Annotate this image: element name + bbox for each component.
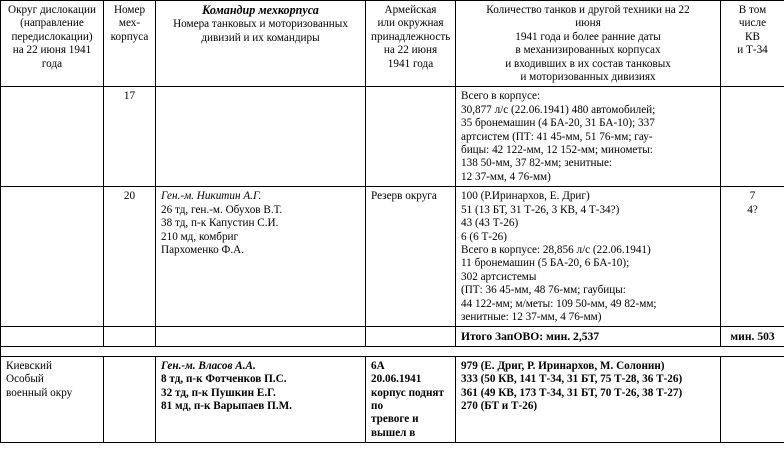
cell-corps-number: 17 <box>104 87 156 187</box>
equipment-line: зенитные: 12 37-мм, 4 76-мм) <box>461 310 602 323</box>
table-row <box>1 187 784 327</box>
equipment-line: 44 122-мм; м/меты: 109 50-мм, 49 82-мм; <box>461 297 657 310</box>
cell-district <box>1 356 104 442</box>
header-kv-line-2: числе <box>738 17 767 30</box>
header-commander-line-2: дивизий и их командиры <box>201 31 320 44</box>
cell-kv-t34 <box>721 187 784 327</box>
totals-kv-value: мин. 503 <box>721 327 784 346</box>
equipment-line: 100 (Р.Иринархов, Е. Дриг) <box>461 190 590 203</box>
header-commander-line-1: Номера танковых и моторизованных <box>173 18 348 31</box>
header-army-line-3: принадлежность <box>371 30 451 43</box>
equipment-line: (ПТ: 36 45-мм, 48 76-мм; гаубицы: <box>461 284 626 297</box>
commander-name: Ген.-м. Никитин А.Г. <box>161 190 262 203</box>
cell-corps-number <box>104 327 156 346</box>
header-equipment-line-6: и моторизованных дивизиях <box>520 71 656 84</box>
header-cell-equipment <box>456 1 721 87</box>
equipment-line: 12 37-мм, 4 76-мм) <box>461 170 551 183</box>
cell-equipment <box>456 87 721 187</box>
header-district-line-1: Округ дислокации <box>8 4 96 16</box>
equipment-line: 43 (43 Т-26) <box>461 217 519 230</box>
header-army-line-2: или окружная <box>377 17 444 30</box>
header-army-line-1: Армейская <box>384 4 437 16</box>
kv-value: 191 <box>744 373 761 386</box>
cell-army-affiliation <box>366 87 456 187</box>
header-cell-corps-number <box>104 1 156 87</box>
division-line: 8 тд, п-к Фотченков П.С. <box>161 373 287 386</box>
table-row <box>1 87 784 187</box>
cell-kv-t34 <box>721 87 784 187</box>
cell-corps-number: 20 <box>104 187 156 327</box>
equipment-line: 270 (БТ и Т-26) <box>461 399 538 412</box>
division-line: 38 тд, п-к Капустин С.И. <box>161 217 279 230</box>
equipment-line: Всего в корпусе: 28,856 л/с (22.06.1941) <box>461 243 651 256</box>
cell-commander <box>156 327 366 346</box>
division-line: 81 мд, п-к Варыпаев П.М. <box>161 399 292 412</box>
cell-equipment <box>456 187 721 327</box>
header-equipment-line-1: Количество танков и другой техники на 22 <box>486 4 690 16</box>
cell-equipment <box>456 356 721 442</box>
kv-value: 4? <box>747 203 758 216</box>
totals-label: Итого ЗапОВО: мин. 2,537 <box>456 327 721 346</box>
header-cell-kv-t34 <box>721 1 784 87</box>
cell-district <box>1 187 104 327</box>
header-corps-line-3: корпуса <box>110 30 149 43</box>
division-line: 210 мд, комбриг <box>161 230 239 243</box>
cell-district <box>1 327 104 346</box>
equipment-line: 302 артсистемы <box>461 270 537 283</box>
header-equipment-line-5: и входивших в их состав танковых <box>505 57 671 70</box>
army-line: корпус поднят по <box>371 386 444 412</box>
cell-commander <box>156 187 366 327</box>
header-army-line-5: 1941 года <box>387 57 434 70</box>
header-commander-title: Командир мехкорпуса <box>202 3 319 17</box>
army-line: тревоге и вышел в <box>371 413 419 439</box>
table-row-highlighted <box>1 356 784 442</box>
table-header-row <box>1 1 784 87</box>
cell-army-affiliation: Резерв округа <box>366 187 456 327</box>
row-spacer <box>1 346 784 356</box>
kv-value: 414 <box>744 359 761 372</box>
header-equipment-line-2: июня <box>575 17 601 30</box>
header-cell-commander <box>156 1 366 87</box>
equipment-line: 35 бронемашин (4 БА-20, 31 БА-10); 337 <box>461 117 655 130</box>
header-cell-district <box>1 1 104 87</box>
header-army-line-4: на 22 июня <box>383 44 438 57</box>
district-line: Киевский <box>6 359 53 372</box>
district-line: военный окру <box>6 386 73 399</box>
equipment-line: бицы: 42 122-мм, 12 152-мм; минометы: <box>461 144 653 157</box>
header-corps-line-2: мех- <box>118 17 141 30</box>
cell-commander <box>156 356 366 442</box>
kv-value: 222 <box>744 386 761 399</box>
cell-corps-number: 4 <box>104 356 156 442</box>
army-line: 20.06.1941 <box>371 373 422 386</box>
cell-kv-t34 <box>721 356 784 442</box>
header-district-line-4: на 22 июня 1941 <box>12 44 92 57</box>
header-district-line-2: (направление <box>20 17 84 30</box>
header-corps-line-1: Номер <box>113 4 146 16</box>
header-district-line-3: передислокации) <box>11 30 93 43</box>
equipment-line: Всего в корпусе: <box>461 90 541 103</box>
commander-name: Ген.-м. Власов А.А. <box>161 359 256 372</box>
table-totals-row <box>1 327 784 346</box>
cell-army-affiliation <box>366 327 456 346</box>
header-district-line-5: года <box>41 57 63 70</box>
header-kv-line-4: и Т-34 <box>737 44 768 57</box>
equipment-line: 979 (Е. Дриг, Р. Иринархов, М. Солонин) <box>461 359 665 372</box>
cell-army-affiliation <box>366 356 456 442</box>
army-line: 6А <box>371 359 385 372</box>
equipment-line: 138 50-мм, 37 82-мм; зенитные: <box>461 157 613 170</box>
header-equipment-line-3: 1941 года и более ранние даты <box>515 30 661 43</box>
equipment-line: 361 (49 КВ, 173 Т-34, 31 БТ, 70 Т-26, 38 Т-27) <box>461 386 683 399</box>
equipment-line: 30,877 л/с (22.06.1941) 480 автомобилей; <box>461 103 656 116</box>
header-kv-line-3: КВ <box>745 30 760 43</box>
district-line: Особый <box>6 373 44 386</box>
division-line: Пархоменко Ф.А. <box>161 243 244 256</box>
kv-value: 7 <box>749 190 756 203</box>
header-equipment-line-4: в механизированных корпусах <box>515 44 661 57</box>
header-cell-army-affiliation <box>366 1 456 87</box>
division-line: 26 тд, ген.-м. Обухов В.Т. <box>161 203 283 216</box>
equipment-line: 51 (13 БТ, 31 Т-26, 3 КВ, 4 Т-34?) <box>461 203 620 216</box>
division-line: 32 тд, п-к Пушкин Е.Г. <box>161 386 276 399</box>
equipment-line: 11 бронемашин (5 БА-20, 6 БА-10); <box>461 257 630 270</box>
equipment-line: 333 (50 КВ, 141 Т-34, 31 БТ, 75 Т-28, 36 Т-26) <box>461 373 683 386</box>
cell-district <box>1 87 104 187</box>
spacer-cell <box>1 346 784 356</box>
header-kv-line-1: В том <box>738 4 767 16</box>
cell-commander <box>156 87 366 187</box>
equipment-line: артсистем (ПТ: 41 45-мм, 51 76-мм; гау- <box>461 130 653 143</box>
equipment-line: 6 (6 Т-26) <box>461 230 507 243</box>
